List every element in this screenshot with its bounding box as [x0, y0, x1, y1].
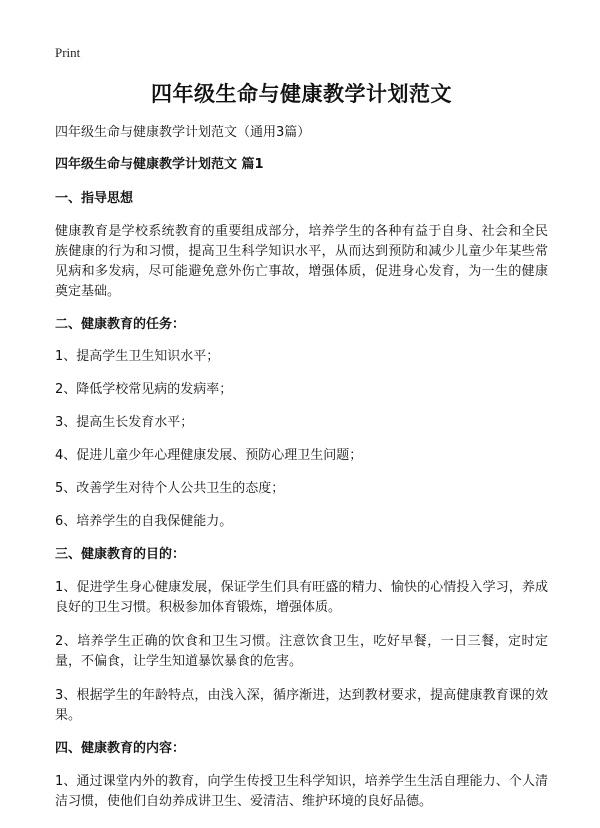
- goal-item: 1、促进学生身心健康发展，保证学生们具有旺盛的精力、愉快的心情投入学习，养成良好的卫生习惯。积极参加体育锻炼，增强体质。: [55, 580, 548, 615]
- goal-item: 2、培养学生正确的饮食和卫生习惯。注意饮食卫生，吃好早餐，一日三餐，定时定量，不偏食，让学生知道暴饮暴食的危害。: [55, 634, 548, 669]
- task-item: 5、改善学生对待个人公共卫生的态度；: [55, 481, 285, 496]
- task-item: 2、降低学校常见病的发病率；: [55, 382, 233, 397]
- task-item: 1、提高学生卫生知识水平；: [55, 349, 220, 364]
- section-heading-goals: 三、健康教育的目的：: [55, 547, 186, 562]
- task-item: 4、促进儿童少年心理健康发展、预防心理卫生问题；: [55, 448, 363, 463]
- section-heading-tasks: 二、健康教育的任务：: [55, 317, 186, 332]
- goal-item: 3、根据学生的年龄特点，由浅入深，循序渐进，达到教材要求，提高健康教育课的效果。: [55, 688, 548, 723]
- content-item: 1、通过课堂内外的教育，向学生传授卫生科学知识，培养学生生活自理能力、个人清洁习惯，使他们自幼养成讲卫生、爱清洁、维护环境的良好品德。: [55, 774, 548, 809]
- document-title: 四年级生命与健康教学计划范文: [151, 82, 452, 106]
- guiding-paragraph: 健康教育是学校系统教育的重要组成部分，培养学生的各种有益于自身、社会和全民族健康的行为和习惯，提高卫生科学知识水平，从而达到预防和减少儿童少年某些常见病和多发病，尽可能避免意外伤亡事故，增强体质，促进身心发育，为一生的健康奠定基础。: [55, 224, 548, 299]
- article-title: 四年级生命与健康教学计划范文 篇1: [55, 157, 264, 172]
- section-heading-content: 四、健康教育的内容：: [55, 741, 186, 756]
- print-link[interactable]: Print: [55, 45, 81, 60]
- document-subtitle: 四年级生命与健康教学计划范文（通用3篇）: [55, 125, 311, 140]
- section-heading-guiding: 一、指导思想: [55, 191, 134, 206]
- task-item: 6、培养学生的自我保健能力。: [55, 514, 233, 529]
- task-item: 3、提高生长发育水平；: [55, 415, 194, 430]
